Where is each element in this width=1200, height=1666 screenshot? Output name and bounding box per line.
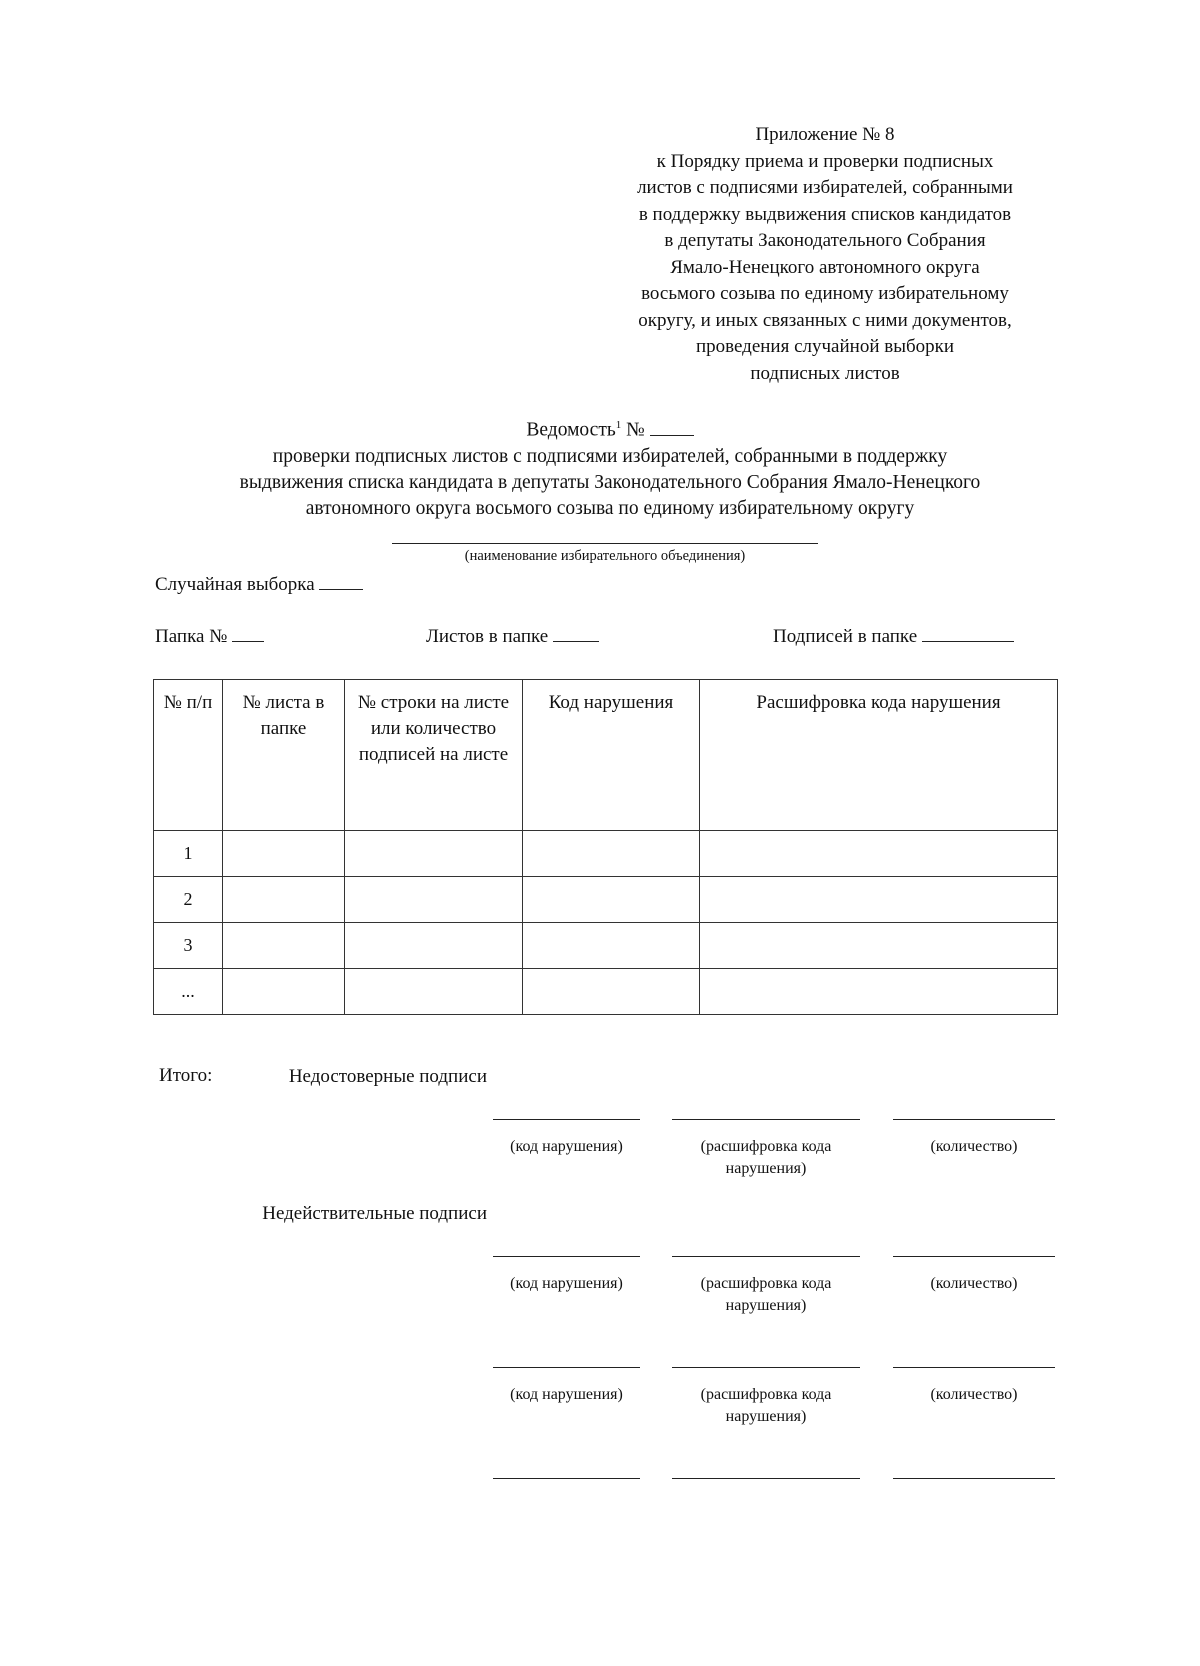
table-cell[interactable]	[700, 923, 1058, 969]
decoding-field[interactable]	[672, 1256, 860, 1257]
title-line: проверки подписных листов с подписями избирателей, собранными в поддержку	[272, 445, 948, 467]
code-field[interactable]	[493, 1367, 640, 1368]
table-row	[154, 831, 1058, 877]
totals-label: Итого:	[159, 1065, 213, 1086]
count-caption: (количество)	[930, 1386, 1018, 1403]
header-row-number: № п/п	[154, 680, 223, 831]
folder-number	[155, 623, 264, 648]
decoding-caption: (расшифровка кода нарушения)	[700, 1386, 832, 1425]
appendix-line: проведения случайной выборки	[695, 336, 955, 357]
row-number-cell: 3	[154, 923, 223, 969]
footnote-mark: 1	[615, 419, 622, 431]
table-cell[interactable]	[345, 877, 523, 923]
table-cell[interactable]	[345, 969, 523, 1015]
appendix-line: округу, и иных связанных с ними документов,	[638, 309, 1012, 331]
table-cell[interactable]	[523, 831, 700, 877]
table-cell[interactable]	[345, 923, 523, 969]
random-sample	[155, 571, 363, 596]
header-violation-decoding: Расшифровка кода нарушения	[700, 680, 1058, 831]
table-cell[interactable]	[345, 831, 523, 877]
title-line: выдвижения списка кандидата в депутаты Законодательного Собрания Ямало-Ненецкого	[239, 471, 981, 493]
appendix-line: листов с подписями избирателей, собранными	[637, 177, 1013, 198]
table-cell[interactable]	[523, 923, 700, 969]
folder-signatures	[773, 623, 1014, 648]
title-heading-line	[100, 412, 1120, 444]
number-sign: №	[626, 419, 645, 441]
decoding-field[interactable]	[672, 1119, 860, 1120]
appendix-line: в депутаты Законодательного Собрания	[664, 230, 986, 251]
row-number-cell: 1	[154, 831, 223, 877]
table-cell[interactable]	[223, 877, 345, 923]
table-cell[interactable]	[223, 969, 345, 1015]
invalid-signatures-label: Недействительные подписи	[262, 1203, 487, 1224]
unreliable-signatures-label: Недостоверные подписи	[288, 1066, 487, 1087]
code-caption: (код нарушения)	[510, 1275, 623, 1292]
count-field[interactable]	[893, 1119, 1055, 1120]
decoding-caption: (расшифровка кода нарушения)	[700, 1138, 832, 1177]
header-line-number: № строки на листе или количество подписей на листе	[345, 680, 523, 831]
appendix-line: к Порядку приема и проверки подписных	[656, 150, 994, 172]
table-row	[154, 923, 1058, 969]
folder-sheets-label: Листов в папке	[426, 626, 549, 647]
appendix-line: подписных листов	[750, 362, 900, 384]
count-caption: (количество)	[930, 1138, 1018, 1155]
table-cell[interactable]	[223, 923, 345, 969]
table-row	[154, 877, 1058, 923]
count-field[interactable]	[893, 1256, 1055, 1257]
count-field[interactable]	[893, 1367, 1055, 1368]
folder-sheets-blank[interactable]	[553, 623, 599, 642]
check-table	[153, 679, 1058, 1015]
table-cell[interactable]	[523, 969, 700, 1015]
code-field[interactable]	[493, 1478, 640, 1479]
appendix-line: Приложение № 8	[755, 124, 895, 145]
header-sheet-number: № листа в папке	[223, 680, 345, 831]
folder-signatures-blank[interactable]	[922, 623, 1014, 642]
folder-sheets	[426, 623, 599, 648]
code-caption: (код нарушения)	[510, 1386, 623, 1403]
appendix-line: Ямало-Ненецкого автономного округа	[670, 256, 980, 278]
folder-number-label: Папка №	[155, 626, 228, 647]
table-row	[154, 969, 1058, 1015]
random-sample-label: Случайная выборка	[155, 574, 315, 595]
table-cell[interactable]	[700, 877, 1058, 923]
decoding-field[interactable]	[672, 1367, 860, 1368]
statement-number-blank[interactable]	[650, 417, 694, 436]
header-violation-code: Код нарушения	[523, 680, 700, 831]
decoding-caption: (расшифровка кода нарушения)	[700, 1275, 832, 1314]
count-caption: (количество)	[930, 1275, 1018, 1292]
row-number-cell: 2	[154, 877, 223, 923]
random-sample-blank[interactable]	[319, 571, 363, 590]
appendix-header	[580, 122, 1070, 387]
table-cell[interactable]	[223, 831, 345, 877]
code-field[interactable]	[493, 1119, 640, 1120]
title-line: автономного округа восьмого созыва по единому избирательному округу	[305, 497, 915, 519]
code-caption: (код нарушения)	[510, 1138, 623, 1155]
org-name-caption: (наименование избирательного объединения)	[464, 548, 746, 564]
document-title	[100, 412, 1120, 522]
row-number-cell: ...	[154, 969, 223, 1015]
appendix-line: восьмого созыва по единому избирательному	[641, 283, 1009, 304]
count-field[interactable]	[893, 1478, 1055, 1479]
folder-signatures-label: Подписей в папке	[773, 626, 918, 647]
org-name-field[interactable]	[392, 543, 818, 544]
title-heading: Ведомость	[526, 419, 616, 441]
code-field[interactable]	[493, 1256, 640, 1257]
decoding-field[interactable]	[672, 1478, 860, 1479]
folder-number-blank[interactable]	[232, 623, 264, 642]
table-cell[interactable]	[700, 969, 1058, 1015]
appendix-line: в поддержку выдвижения списков кандидатов	[638, 203, 1012, 225]
table-header-row	[154, 680, 1058, 831]
table-cell[interactable]	[523, 877, 700, 923]
table-cell[interactable]	[700, 831, 1058, 877]
